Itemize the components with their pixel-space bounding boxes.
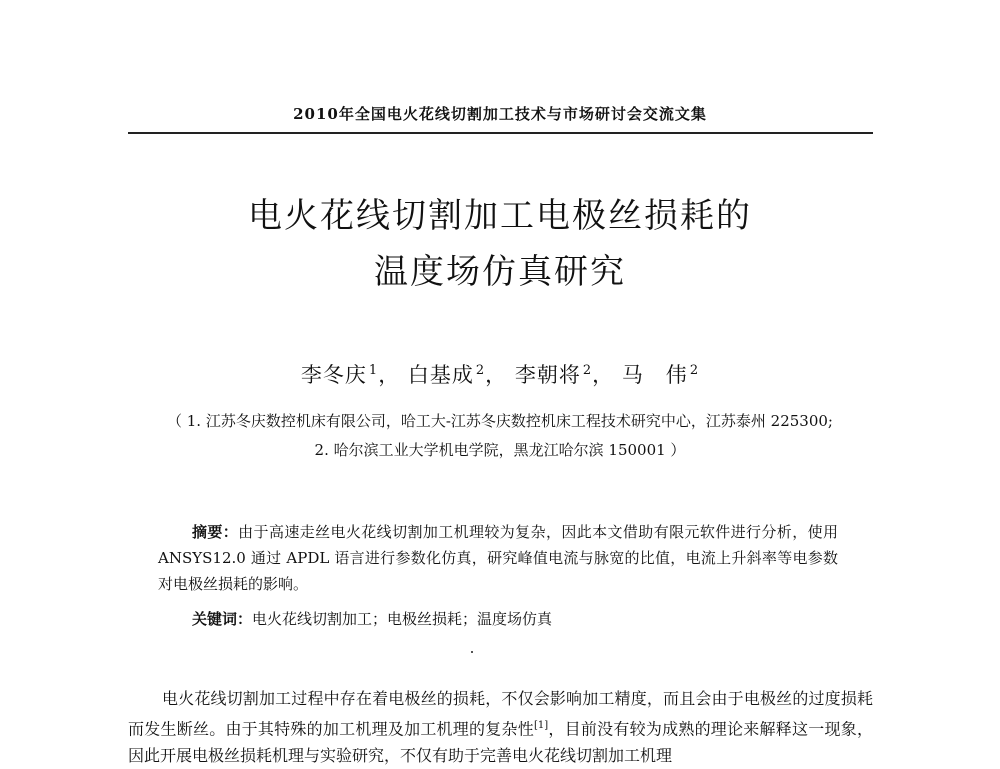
author-affiliation-mark: 2: [475, 363, 486, 378]
abstract-label: 摘要：: [192, 523, 239, 541]
separator-dot: [471, 651, 473, 653]
header-rule: [128, 132, 873, 134]
abstract: [158, 519, 838, 597]
citation-mark: [1]: [534, 720, 549, 731]
affiliation-line2: 2. 哈尔滨工业大学机电学院，黑龙江哈尔滨 150001 ）: [314, 441, 686, 459]
affiliation-line1: （ 1. 江苏冬庆数控机床有限公司，哈工大-江苏冬庆数控机床工程技术研究中心，江苏泰州 225300;: [166, 412, 833, 430]
keywords: [192, 608, 842, 629]
author-name: 李冬庆: [300, 363, 367, 387]
author-name: 白基成: [407, 363, 474, 387]
author-affiliation-mark: 2: [582, 363, 593, 378]
keywords-label: 关键词：: [192, 610, 253, 628]
author-name: 马 伟: [621, 363, 688, 387]
body-text-part1: 电火花线切割加工过程中存在着电极丝的损耗，不仅会影响加工精度，而且会由于电极丝的过度损耗而发生断丝。由于其特殊的加工机理及加工机理的复杂性: [128, 689, 873, 739]
body-paragraph: [128, 685, 873, 769]
paper-title-line1: 电火花线切割加工电极丝损耗的: [248, 196, 752, 236]
paper-title-line2: 温度场仿真研究: [374, 252, 626, 292]
author-name: 李朝将: [514, 363, 581, 387]
author-list: 李冬庆 $^1$， 白基成 $^2$， 李朝将 $^2$， 马 伟 $^2$: [300, 363, 700, 387]
author-affiliation-mark: 2: [689, 363, 700, 378]
author-affiliation-mark: 1: [368, 363, 379, 378]
body-text-part2: ，目前没有较为成熟的理论来解释这一现象，因此开展电极丝损耗机理与实验研究，不仅有助于完善电火花线切割加工机理: [128, 719, 873, 766]
running-header: 2010年全国电火花线切割加工技术与市场研讨会交流文集: [293, 105, 707, 123]
keywords-text: 电火花线切割加工；电极丝损耗；温度场仿真: [252, 610, 553, 628]
abstract-text: 由于高速走丝电火花线切割加工机理较为复杂，因此本文借助有限元软件进行分析，使用 ANSYS12.0 通过 APDL 语言进行参数化仿真，研究峰值电流与脉宽的比值，电流上升斜率等电参数对电极丝损耗的影响。: [158, 523, 838, 593]
